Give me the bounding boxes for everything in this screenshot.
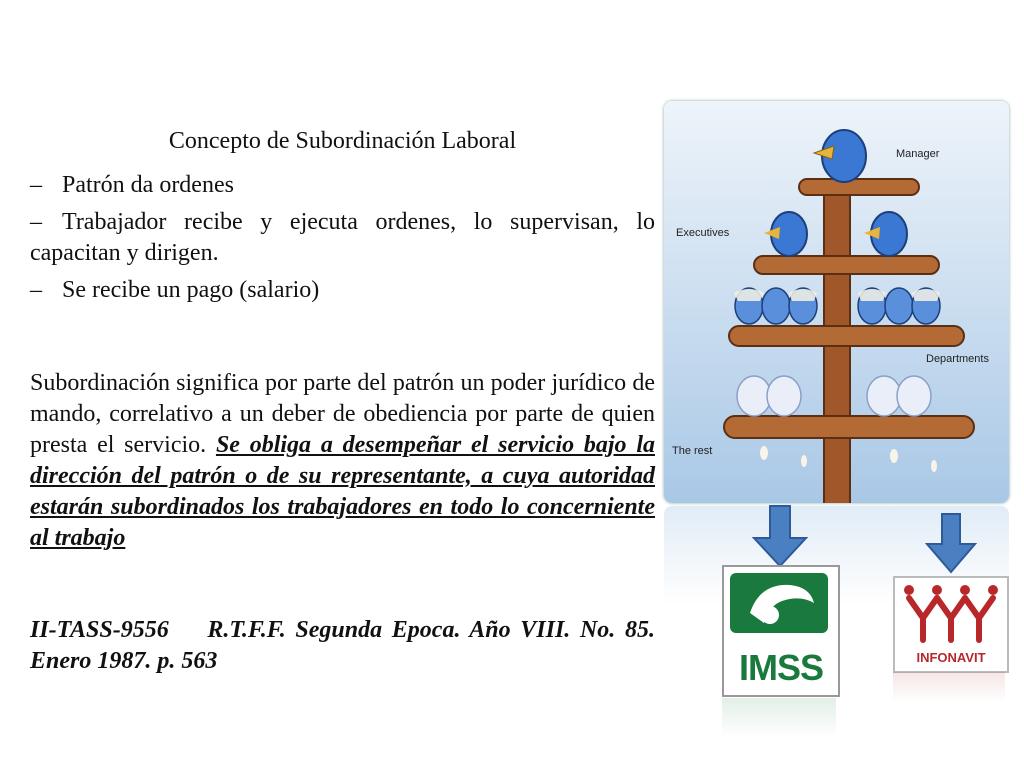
bullet-text: Trabajador recibe y ejecuta ordenes, lo supervisan, lo capacitan y dirigen. bbox=[30, 209, 655, 266]
definition-emphasis: Se obliga a desempeñar el servicio bajo la dirección del patrón o de su representante, a cuya autoridad estarán subordinados los trabajadores en todo lo concerniente al trabajo bbox=[30, 432, 655, 551]
bullet-marker: – bbox=[30, 172, 42, 198]
imss-logo bbox=[722, 565, 840, 697]
bullet-text: Se recibe un pago (salario) bbox=[62, 277, 320, 303]
infonavit-wordmark: INFONAVIT bbox=[916, 650, 986, 665]
label-manager: Manager bbox=[896, 148, 940, 160]
label-the-rest: The rest bbox=[672, 445, 713, 457]
citation: II-TASS-9556 R.T.F.F. Segunda Epoca. Año VIII. No. 85. Enero 1987. p. 563 bbox=[30, 617, 661, 674]
imss-reflection bbox=[722, 698, 836, 738]
infonavit-reflection bbox=[893, 672, 1005, 702]
bullet-marker: – bbox=[30, 277, 42, 303]
down-arrow-icon bbox=[752, 504, 808, 568]
bird-tree-drawing bbox=[664, 101, 1009, 503]
label-executives: Executives bbox=[676, 227, 730, 239]
label-departments: Departments bbox=[926, 353, 989, 365]
definition-paragraph bbox=[30, 368, 655, 554]
imss-wordmark: IMSS bbox=[738, 647, 823, 688]
bullet-marker: – bbox=[30, 209, 42, 235]
definition-text: Subordinación significa por parte del patrón un poder jurídico de mando, correlativo a un deber de obediencia por parte de quien presta el servicio. bbox=[30, 370, 655, 458]
down-arrow-icon bbox=[925, 512, 977, 574]
slide-title: Concepto de Subordinación Laboral bbox=[168, 128, 517, 154]
infonavit-emblem bbox=[895, 578, 1007, 648]
list-item bbox=[30, 207, 655, 269]
hierarchy-illustration bbox=[664, 101, 1009, 503]
bullet-text: Patrón da ordenes bbox=[62, 172, 234, 198]
imss-emblem bbox=[730, 573, 828, 633]
list-item bbox=[30, 170, 655, 201]
bullet-list bbox=[30, 170, 655, 306]
infonavit-logo bbox=[893, 576, 1009, 673]
list-item bbox=[30, 275, 655, 306]
